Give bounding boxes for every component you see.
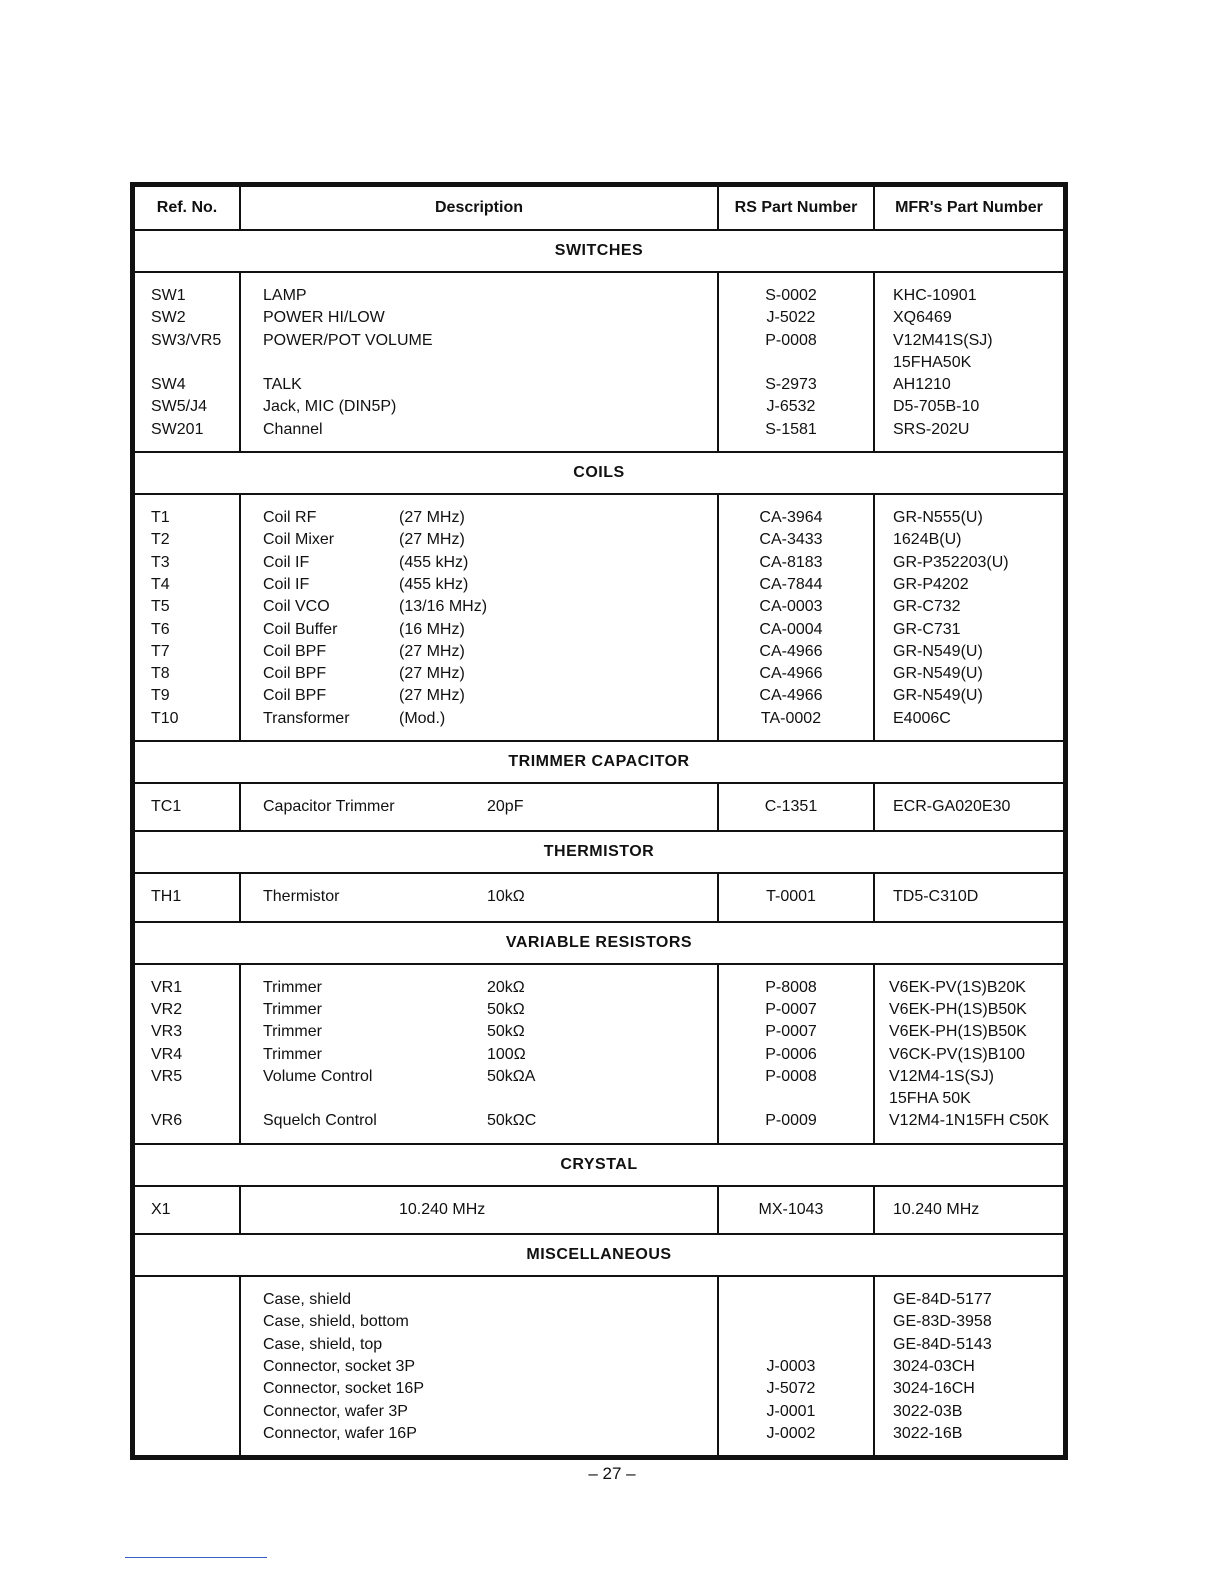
coil-mfr: GR-N549(U) <box>893 665 983 683</box>
vr-desc <box>263 1021 717 1043</box>
desc-sw3: POWER/POT VOLUME <box>263 331 433 349</box>
mfr-sw201: SRS-202U <box>893 420 970 438</box>
coil-ref: T3 <box>151 553 170 571</box>
coil-desc-text: Coil BPF <box>263 642 327 660</box>
misc-rs: J-0003 <box>766 1357 816 1375</box>
coil-rs: TA-0002 <box>760 709 822 727</box>
vr-ref: VR3 <box>151 1023 183 1041</box>
coil-desc <box>263 685 717 707</box>
coil-desc-spec: (455 kHz) <box>399 575 469 593</box>
coil-rs: CA-3433 <box>759 531 823 549</box>
vr-ref: VR5 <box>151 1067 183 1085</box>
margin-rule <box>125 1557 267 1558</box>
desc-sw201: Channel <box>263 420 323 438</box>
mfr-sw5: D5-705B-10 <box>893 398 980 416</box>
variable-resistors-block <box>134 964 1064 1144</box>
coil-desc-spec: (27 MHz) <box>399 509 465 527</box>
vr-desc-text: Trimmer <box>263 1000 322 1018</box>
page-number: – 27 – <box>588 1464 636 1483</box>
section-variable-resistors: VARIABLE RESISTORS <box>134 922 1064 964</box>
coil-desc-spec: (16 MHz) <box>399 620 465 638</box>
coil-desc-text: Coil Mixer <box>263 531 335 549</box>
desc-sw1: LAMP <box>263 287 307 304</box>
vr-desc <box>263 1066 717 1088</box>
vr-desc-text: Trimmer <box>263 1023 322 1041</box>
coil-mfr: GR-P4202 <box>893 575 969 593</box>
misc-mfr: GE-83D-3958 <box>893 1313 992 1331</box>
section-miscellaneous: MISCELLANEOUS <box>134 1234 1064 1276</box>
vr-rs: P-0006 <box>765 1045 817 1063</box>
coil-desc-spec: (Mod.) <box>399 709 446 727</box>
misc-rs: J-0001 <box>766 1402 816 1420</box>
misc-rs: J-5072 <box>766 1380 816 1398</box>
ref-sw201: SW201 <box>151 420 204 438</box>
vr-mfr: V12M4-1S(SJ) <box>889 1067 994 1085</box>
coil-desc <box>263 641 717 663</box>
mfr-sw1: KHC-10901 <box>893 287 977 304</box>
coil-ref: T9 <box>151 687 170 705</box>
section-thermistor: THERMISTOR <box>134 831 1064 873</box>
vr-desc-spec: 50kΩA <box>487 1067 536 1085</box>
misc-rs <box>719 1311 863 1333</box>
mfr-sw3: V12M41S(SJ) <box>893 331 993 349</box>
mfr-sw3-line2: 15FHA50K <box>893 353 972 371</box>
spec-tc1: 20pF <box>487 798 524 816</box>
coil-mfr: GR-N549(U) <box>893 642 983 660</box>
vr-mfr: V12M4-1N15FH C50K <box>889 1112 1050 1130</box>
coil-rs: CA-0003 <box>759 598 823 616</box>
coil-rs: CA-4966 <box>759 687 823 705</box>
coil-desc-text: Coil BPF <box>263 665 327 683</box>
vr-mfr-line2: 15FHA 50K <box>889 1090 971 1108</box>
misc-rs <box>719 1334 863 1356</box>
coil-rs: CA-3964 <box>759 509 823 527</box>
ref-sw5: SW5/J4 <box>151 398 208 416</box>
rs-sw201: S-1581 <box>765 420 817 438</box>
vr-desc <box>263 1110 717 1132</box>
coil-desc-spec: (27 MHz) <box>399 531 465 549</box>
spec-th1: 10kΩ <box>487 888 525 906</box>
vr-rs: P-0009 <box>765 1112 817 1130</box>
vr-desc-spec: 50kΩ <box>487 1023 525 1041</box>
misc-mfr: GE-84D-5177 <box>893 1291 992 1309</box>
coil-desc-spec: (27 MHz) <box>399 665 465 683</box>
vr-mfr: V6EK-PH(1S)B50K <box>889 1000 1027 1018</box>
coil-desc <box>263 529 717 551</box>
vr-desc-spec: 20kΩ <box>487 978 525 996</box>
coil-mfr: E4006C <box>893 709 951 727</box>
vr-desc-text: Trimmer <box>263 1045 322 1063</box>
rs-sw1: S-0002 <box>765 287 817 304</box>
vr-rs-spacer <box>719 1088 863 1110</box>
misc-desc: Case, shield <box>263 1291 352 1309</box>
desc-sw5: Jack, MIC (DIN5P) <box>263 398 397 416</box>
coil-mfr: GR-P352203(U) <box>893 553 1009 571</box>
desc-th1: Thermistor <box>263 888 340 906</box>
coil-ref: T6 <box>151 620 170 638</box>
coil-desc <box>263 574 717 596</box>
coil-mfr: GR-C732 <box>893 598 961 616</box>
vr-mfr: V6EK-PV(1S)B20K <box>889 978 1026 996</box>
coil-desc-text: Transformer <box>263 709 350 727</box>
coil-rs: CA-7844 <box>759 575 823 593</box>
header-mfr-part: MFR's Part Number <box>874 186 1064 230</box>
vr-ref-spacer <box>151 1088 239 1110</box>
coil-desc-text: Coil IF <box>263 575 310 593</box>
rs-tc1: C-1351 <box>764 798 818 816</box>
rs-sw4: S-2973 <box>765 376 817 394</box>
ref-tc1: TC1 <box>151 798 182 816</box>
vr-desc-spec: 50kΩ <box>487 1000 525 1018</box>
coil-ref: T7 <box>151 642 170 660</box>
coil-desc-spec: (27 MHz) <box>399 642 465 660</box>
coil-rs: CA-8183 <box>759 553 823 571</box>
trimmer-capacitor-row <box>134 783 1064 831</box>
coil-desc-text: Coil IF <box>263 553 310 571</box>
vr-desc <box>263 999 717 1021</box>
coil-ref: T1 <box>151 509 170 527</box>
crystal-row <box>134 1186 1064 1234</box>
section-trimmer-capacitor: TRIMMER CAPACITOR <box>134 741 1064 783</box>
desc-x1: 10.240 MHz <box>399 1200 486 1218</box>
coil-desc-spec: (27 MHz) <box>399 687 465 705</box>
thermistor-row <box>134 873 1064 921</box>
coil-mfr: GR-N549(U) <box>893 687 983 705</box>
coil-desc-text: Coil RF <box>263 509 317 527</box>
coil-rs: CA-4966 <box>759 665 823 683</box>
desc-sw4: TALK <box>263 376 302 394</box>
misc-mfr: 3024-16CH <box>893 1380 975 1398</box>
misc-mfr: GE-84D-5143 <box>893 1335 992 1353</box>
mfr-sw2: XQ6469 <box>893 309 952 327</box>
parts-list-table <box>130 182 1068 1460</box>
coil-ref: T10 <box>151 709 179 727</box>
coil-ref: T2 <box>151 531 170 549</box>
vr-rs: P-0007 <box>765 1023 817 1041</box>
ref-sw1: SW1 <box>151 287 186 304</box>
misc-desc: Connector, socket 16P <box>263 1380 424 1398</box>
coil-desc <box>263 596 717 618</box>
vr-rs: P-0007 <box>765 1000 817 1018</box>
ref-sw2: SW2 <box>151 309 186 327</box>
coil-ref: T5 <box>151 598 170 616</box>
switches-block <box>134 272 1064 452</box>
rs-th1: T-0001 <box>766 888 816 906</box>
coil-desc <box>263 552 717 574</box>
section-switches: SWITCHES <box>134 230 1064 272</box>
vr-rs: P-8008 <box>765 978 817 996</box>
rs-sw2: J-5022 <box>766 309 816 327</box>
section-coils: COILS <box>134 452 1064 494</box>
table-header-row <box>134 186 1064 230</box>
coil-ref: T4 <box>151 575 170 593</box>
vr-desc-spec: 100Ω <box>487 1045 526 1063</box>
coil-desc-text: Coil BPF <box>263 687 327 705</box>
section-crystal: CRYSTAL <box>134 1144 1064 1186</box>
coil-mfr: GR-C731 <box>893 620 961 638</box>
coil-mfr: 1624B(U) <box>893 531 962 549</box>
header-ref: Ref. No. <box>134 186 240 230</box>
rs-sw5: J-6532 <box>766 398 816 416</box>
vr-mfr: V6CK-PV(1S)B100 <box>889 1045 1026 1063</box>
coils-block <box>134 494 1064 741</box>
coil-desc-spec: (13/16 MHz) <box>399 598 488 616</box>
rs-x1: MX-1043 <box>758 1200 824 1218</box>
coil-ref: T8 <box>151 665 170 683</box>
misc-desc: Case, shield, bottom <box>263 1313 409 1331</box>
misc-mfr: 3022-03B <box>893 1402 963 1420</box>
misc-desc: Connector, wafer 3P <box>263 1402 408 1420</box>
misc-mfr: 3024-03CH <box>893 1357 975 1375</box>
coil-desc <box>263 619 717 641</box>
misc-desc: Case, shield, top <box>263 1335 383 1353</box>
vr-ref: VR6 <box>151 1112 183 1130</box>
vr-ref: VR2 <box>151 1000 183 1018</box>
vr-desc-text: Squelch Control <box>263 1112 377 1130</box>
vr-mfr: V6EK-PH(1S)B50K <box>889 1023 1027 1041</box>
misc-desc: Connector, wafer 16P <box>263 1424 417 1442</box>
mfr-tc1: ECR-GA020E30 <box>893 798 1011 816</box>
header-rs-part: RS Part Number <box>718 186 874 230</box>
vr-desc <box>263 977 717 999</box>
coil-rs: CA-4966 <box>759 642 823 660</box>
misc-rs <box>719 1289 863 1311</box>
vr-desc-spacer <box>263 1088 717 1110</box>
misc-rs: J-0002 <box>766 1424 816 1442</box>
coil-mfr: GR-N555(U) <box>893 509 983 527</box>
coil-desc-spec: (455 kHz) <box>399 553 469 571</box>
vr-ref: VR4 <box>151 1045 183 1063</box>
mfr-th1: TD5-C310D <box>893 888 979 906</box>
ref-sw4: SW4 <box>151 376 186 394</box>
vr-ref: VR1 <box>151 978 183 996</box>
vr-rs: P-0008 <box>765 1067 817 1085</box>
vr-desc-spec: 50kΩC <box>487 1112 537 1130</box>
coil-desc <box>263 663 717 685</box>
vr-desc-text: Trimmer <box>263 978 322 996</box>
vr-desc-text: Volume Control <box>263 1067 373 1085</box>
ref-x1: X1 <box>151 1200 171 1218</box>
coil-desc-text: Coil Buffer <box>263 620 338 638</box>
coil-desc-text: Coil VCO <box>263 598 330 616</box>
coil-rs: CA-0004 <box>759 620 823 638</box>
coil-desc <box>263 507 717 529</box>
mfr-sw4: AH1210 <box>893 376 951 394</box>
miscellaneous-block <box>134 1276 1064 1456</box>
coil-desc <box>263 708 717 730</box>
misc-mfr: 3022-16B <box>893 1424 963 1442</box>
ref-th1: TH1 <box>151 888 182 906</box>
desc-sw2: POWER HI/LOW <box>263 309 385 327</box>
mfr-x1: 10.240 MHz <box>893 1200 980 1218</box>
vr-desc <box>263 1044 717 1066</box>
misc-desc: Connector, socket 3P <box>263 1357 416 1375</box>
desc-tc1: Capacitor Trimmer <box>263 798 395 816</box>
header-description: Description <box>240 186 718 230</box>
ref-sw3: SW3/VR5 <box>151 331 222 349</box>
rs-sw3: P-0008 <box>765 331 817 349</box>
